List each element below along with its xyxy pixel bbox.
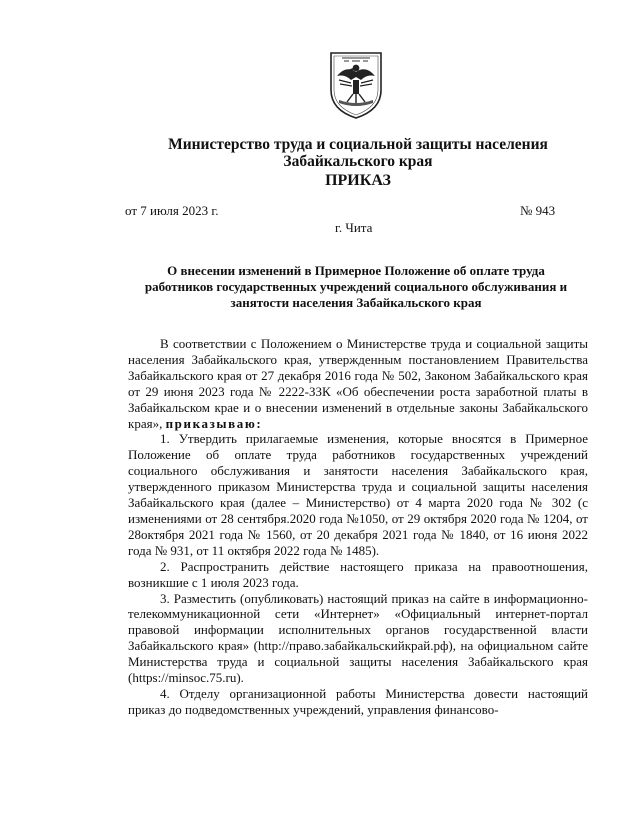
- order-body: [128, 336, 588, 718]
- ministry-name-line1: Министерство труда и социальной защиты населения: [168, 136, 548, 153]
- intro-text: В соответствии с Положением о Министерстве труда и социальной защиты населения Забайкальского края, утвержденным постановлением Правительства Забайкальского края от 27 декабря 2016 года № 502, Законом Забайкальского края от 29 июня 2023 года № 2222-ЗЗК «Об обеспечении роста заработной платы в Забайкальском крае и о внесении изменений в отдельные законы Забайкальского края»,: [128, 336, 588, 431]
- order-subject-line3: занятости населения Забайкальского края: [230, 295, 482, 310]
- order-subject-line2: работников государственных учреждений социального обслуживания и: [144, 279, 568, 294]
- order-subject-line1: О внесении изменений в Примерное Положение об оплате труда: [167, 263, 545, 278]
- intro-paragraph: [128, 336, 588, 431]
- item-1: 1. Утвердить прилагаемые изменения, которые вносятся в Примерное Положение об оплате труда работников государственных учреждений социального обслуживания и занятости населения Забайкальского края, утвержденного приказом Министерства труда и социальной защиты населения Забайкальского края (далее – Министерство) от 4 марта 2020 года № 302 (с изменениями от 28 сентября.2020 года №1050, от 29 октября 2020 года № 1204, от 28октября 2021 года № 1560, от 20 декабря 2021 года № 1840, от 16 июня 2022 года № 931, от 11 октября 2022 года № 1485).: [128, 431, 588, 558]
- order-word: приказываю:: [165, 415, 263, 431]
- item-4: 4. Отделу организационной работы Министерства довести настоящий приказ до подведомственных учреждений, управления финансово-: [128, 685, 588, 717]
- coat-of-arms-emblem: [327, 50, 385, 120]
- order-date: от 7 июля 2023 г.: [125, 203, 219, 218]
- order-subject: [118, 263, 594, 311]
- item-2: 2. Распространить действие настоящего приказа на правоотношения, возникшие с 1 июля 2023 года.: [128, 558, 588, 590]
- document-kind: ПРИКАЗ: [325, 172, 391, 189]
- order-number: № 943: [520, 203, 556, 218]
- ministry-name-line2: Забайкальского края: [283, 153, 433, 170]
- ministry-name: [38, 136, 640, 170]
- item-3: 3. Разместить (опубликовать) настоящий приказ на сайте в информационно-телекоммуникационной сети «Интернет» «Официальный интернет-портал правовой информации исполнительных органов государственной власти Забайкальского края» (http://право.забайкальскийкрай.рф), на официальном сайте Министерства труда и социальной защиты населения Забайкальского края (https://minsoc.75.ru).: [128, 590, 588, 686]
- order-city: г. Чита: [335, 220, 373, 235]
